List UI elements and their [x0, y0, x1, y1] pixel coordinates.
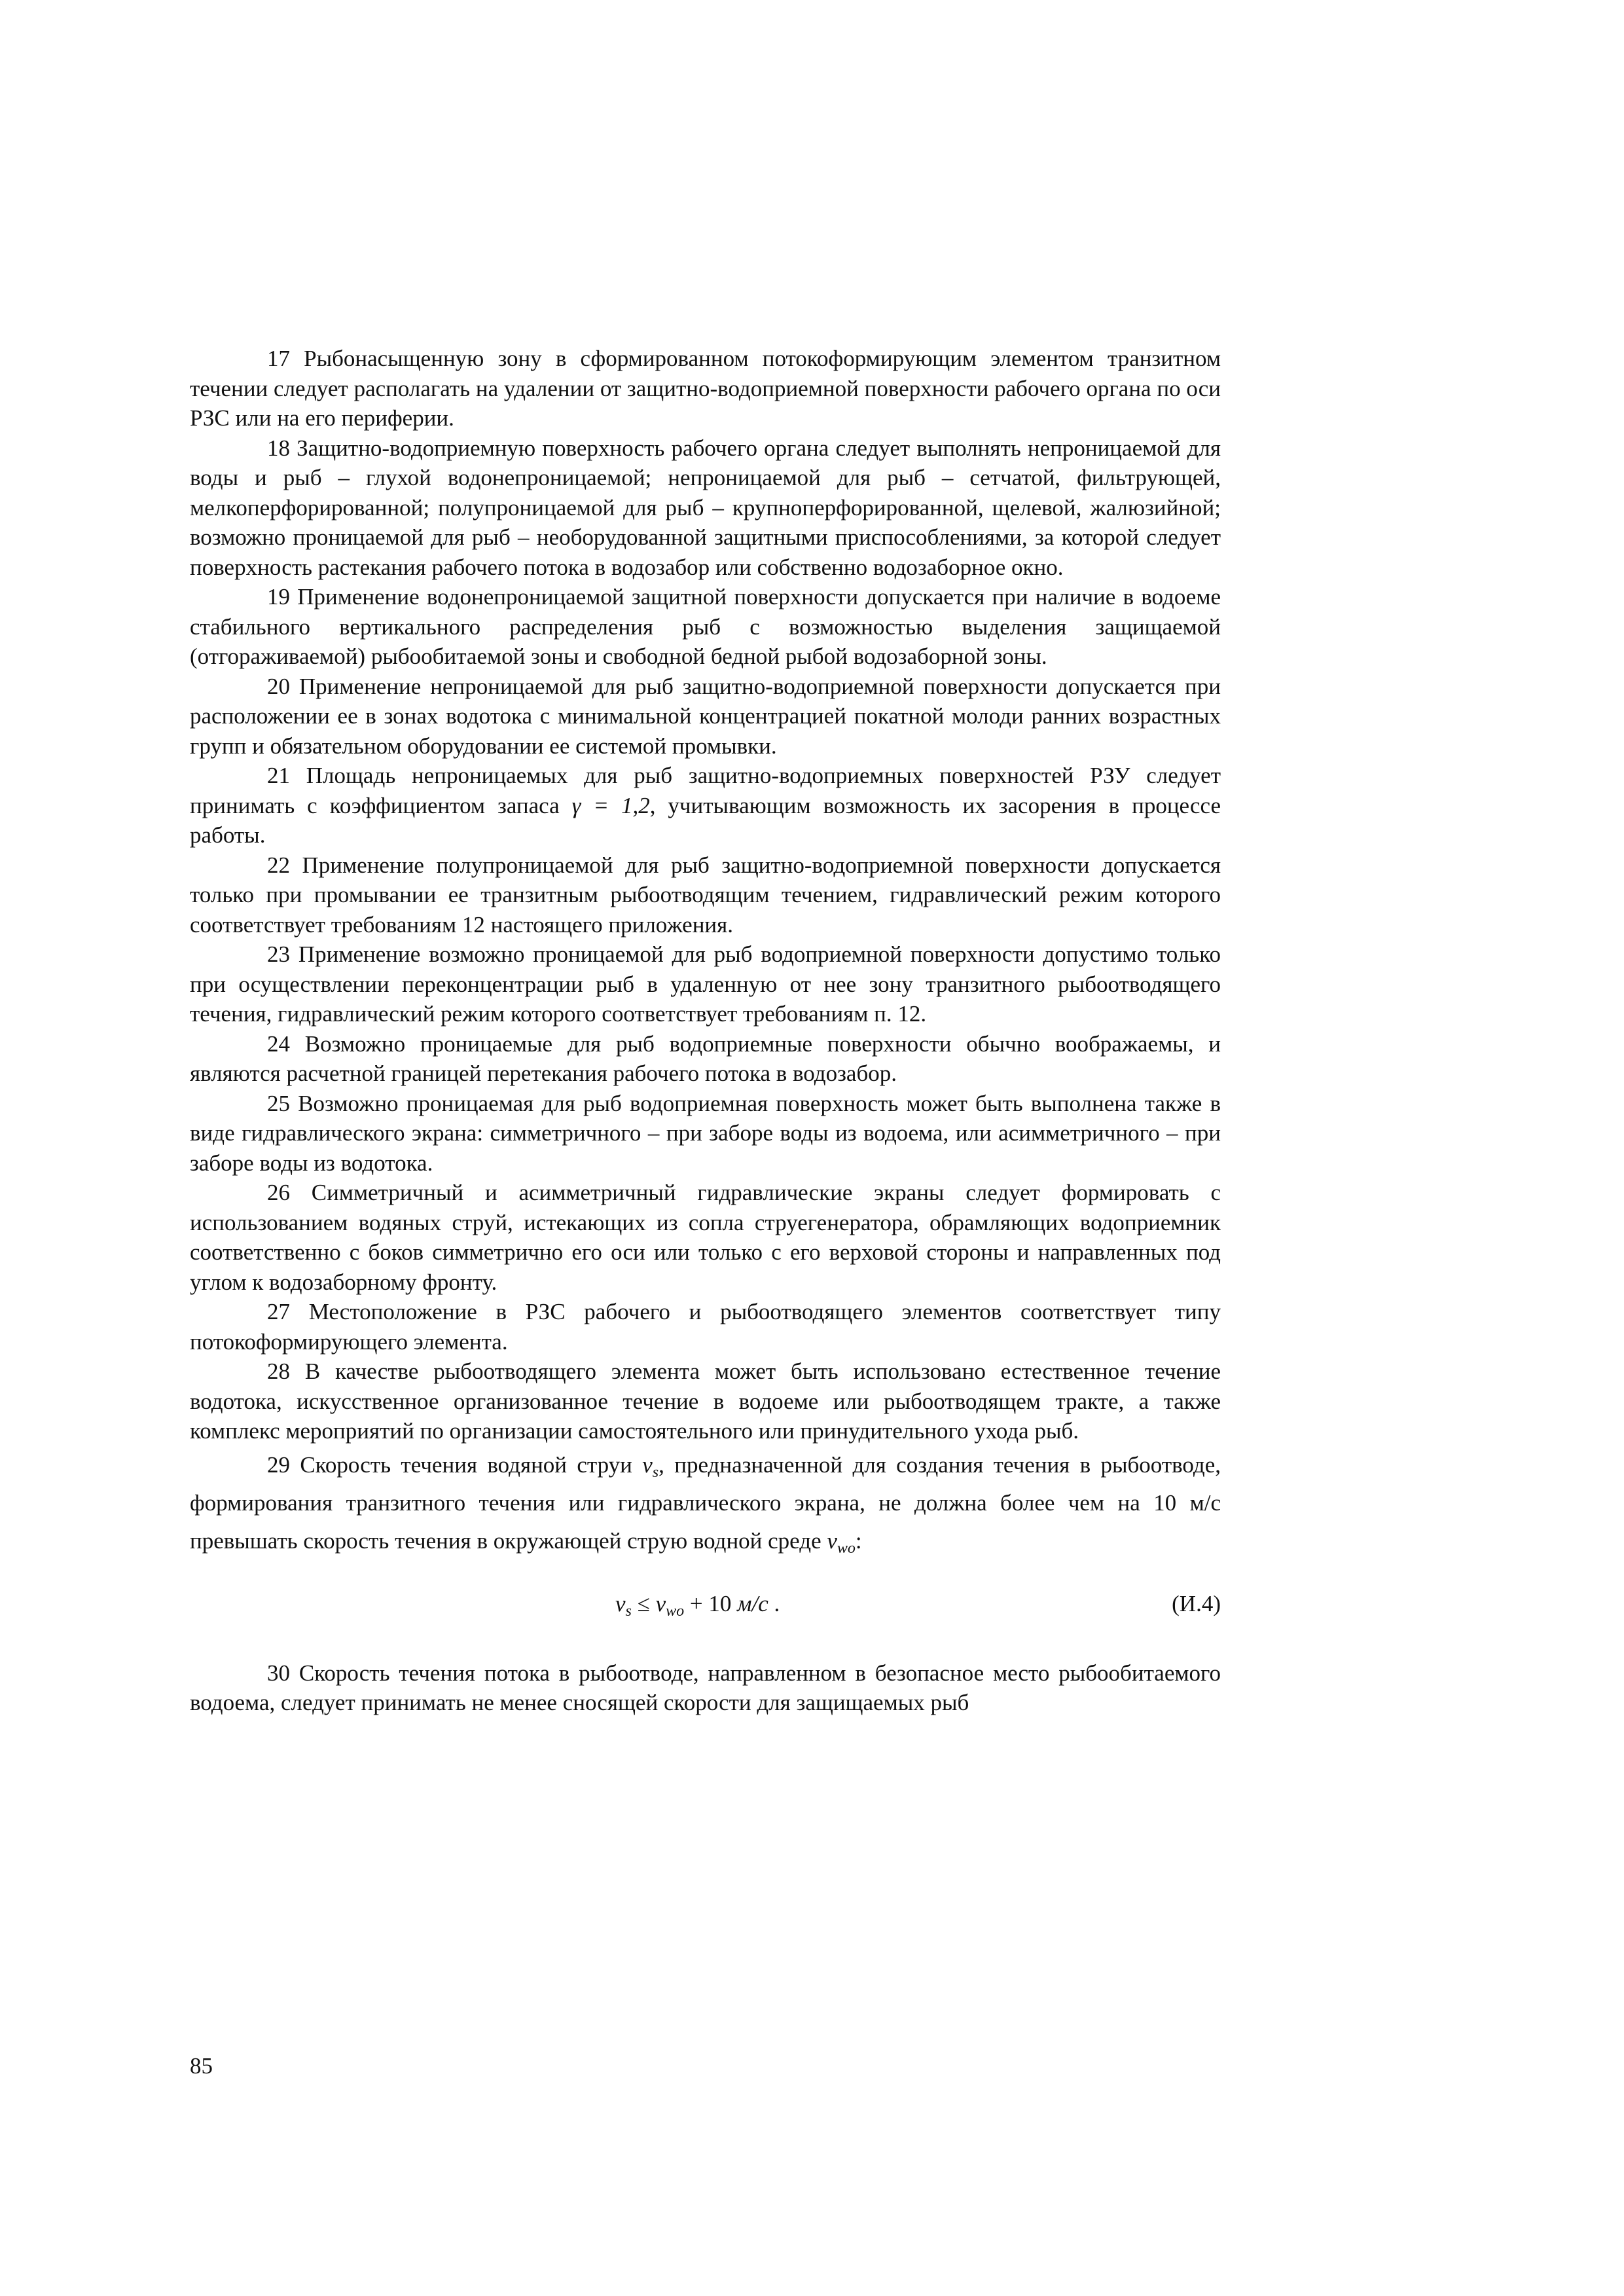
paragraph-27: 27 Местоположение в РЗС рабочего и рыбоотводящего элементов соответствует типу потокоформирующего элемента.	[190, 1299, 1221, 1355]
paragraph-28: 28 В качестве рыбоотводящего элемента может быть использовано естественное течение водотока, искусственное организованное течение в водоеме или рыбоотводящем тракте, а также комплекс мероприятий по организации самостоятельного или принудительного ухода рыб.	[190, 1358, 1221, 1444]
ambient-velocity-letter: v	[827, 1527, 837, 1554]
paragraph-21	[190, 761, 1221, 850]
paragraph-26: 26 Симметричный и асимметричный гидравлические экраны следует формировать с использованием водяных струй, истекающих из сопла струегенератора, обрамляющих водоприемник соответственно с боков симметрично его оси или только с его верховой стороны и направленных под углом к водозаборному фронту.	[190, 1180, 1221, 1295]
jet-velocity-letter: v	[642, 1451, 653, 1478]
jet-velocity-symbol	[642, 1451, 659, 1481]
formula-v: v	[615, 1590, 626, 1616]
paragraph-17: 17 Рыбонасыщенную зону в сформированном потокоформирующим элементом транзитном течении следует располагать на удалении от защитно-водоприемной поверхности рабочего органа по оси РЗС или на его периферии.	[190, 346, 1221, 431]
paragraph-23: 23 Применение возможно проницаемой для рыб водоприемной поверхности допустимо только при осуществлении переконцентрации рыб в удаленную от нее зону транзитного рыбоотводящего течения, гидравлический режим которого соответствует требованиям п. 12.	[190, 941, 1221, 1027]
paragraph-29	[190, 1446, 1221, 1560]
paragraph-29-text-2: , предназначенной для создания течения в рыбоотводе, формирования транзитного течения или гидравлического экрана, не должна более чем на 10 м/с превышать скорость течения в окружающей струю водной среде	[190, 1451, 1221, 1554]
paragraph-30: 30 Скорость течения потока в рыбоотводе, направленном в безопасное место рыбообитаемого водоема, следует принимать не менее сносящей скорости для защищаемых рыб	[190, 1660, 1221, 1715]
paragraph-21-text-before: 21 Площадь непроницаемых для рыб защитно-водоприемных поверхностей РЗУ следует принимать с коэффициентом запаса	[190, 763, 1221, 818]
formula-dot: .	[768, 1590, 780, 1616]
formula-i4	[615, 1589, 780, 1619]
paragraph-29-text-3: :	[855, 1527, 862, 1554]
formula-s-subscript: s	[625, 1602, 632, 1620]
formula-constant: + 10	[684, 1590, 738, 1616]
page-number: 85	[190, 2053, 213, 2079]
formula-leq: ≤	[631, 1590, 656, 1616]
ambient-velocity-subscript: wo	[837, 1539, 856, 1557]
paragraph-29-text-1: 29 Скорость течения водяной струи	[267, 1451, 643, 1478]
formula-wo-subscript: wo	[666, 1602, 685, 1620]
formula-unit: м/с	[737, 1590, 768, 1616]
ambient-velocity-symbol	[827, 1527, 856, 1557]
formula-v2: v	[655, 1590, 666, 1616]
formula-number: (И.4)	[1172, 1590, 1221, 1616]
formula-row	[190, 1560, 1221, 1658]
paragraph-19: 19 Применение водонепроницаемой защитной поверхности допускается при наличие в водоеме стабильного вертикального распределения рыб с возможностью выделения защищаемой (отгораживаемой) рыбообитаемой зоны и свободной бедной рыбой водозаборной зоны.	[190, 584, 1221, 669]
paragraph-20: 20 Применение непроницаемой для рыб защитно-водоприемной поверхности допускается при расположении ее в зонах водотока с минимальной концентрацией покатной молоди ранних возрастных групп и обязательном оборудовании ее системой промывки.	[190, 673, 1221, 759]
paragraph-25: 25 Возможно проницаемая для рыб водоприемная поверхность может быть выполнена также в виде гидравлического экрана: симметричного – при заборе воды из водоема, или асимметричного – при заборе воды из водотока.	[190, 1090, 1221, 1176]
gamma-coefficient: γ = 1,2	[571, 792, 650, 818]
paragraph-18: 18 Защитно-водоприемную поверхность рабочего органа следует выполнять непроницаемой для воды и рыб – глухой водонепроницаемой; непроницаемой для рыб – сетчатой, фильтрующей, мелкоперфорированной; полупроницаемой для рыб – крупноперфорированной, щелевой, жалюзийной; возможно проницаемой для рыб – необорудованной защитными приспособлениями, за которой следует поверхность растекания рабочего потока в водозабор или собственно водозаборное окно.	[190, 435, 1221, 580]
body-text	[190, 344, 1221, 1718]
jet-velocity-subscript: s	[652, 1463, 659, 1481]
paragraph-22: 22 Применение полупроницаемой для рыб защитно-водоприемной поверхности допускается только при промывании ее транзитным рыбоотводящим течением, гидравлический режим которого соответствует требованиям 12 настоящего приложения.	[190, 852, 1221, 938]
paragraph-24: 24 Возможно проницаемые для рыб водоприемные поверхности обычно воображаемы, и являются расчетной границей перетекания рабочего потока в водозабор.	[190, 1030, 1221, 1086]
paragraph-21-text-after: , учитывающим возможность их засорения в процессе работы.	[190, 792, 1221, 848]
